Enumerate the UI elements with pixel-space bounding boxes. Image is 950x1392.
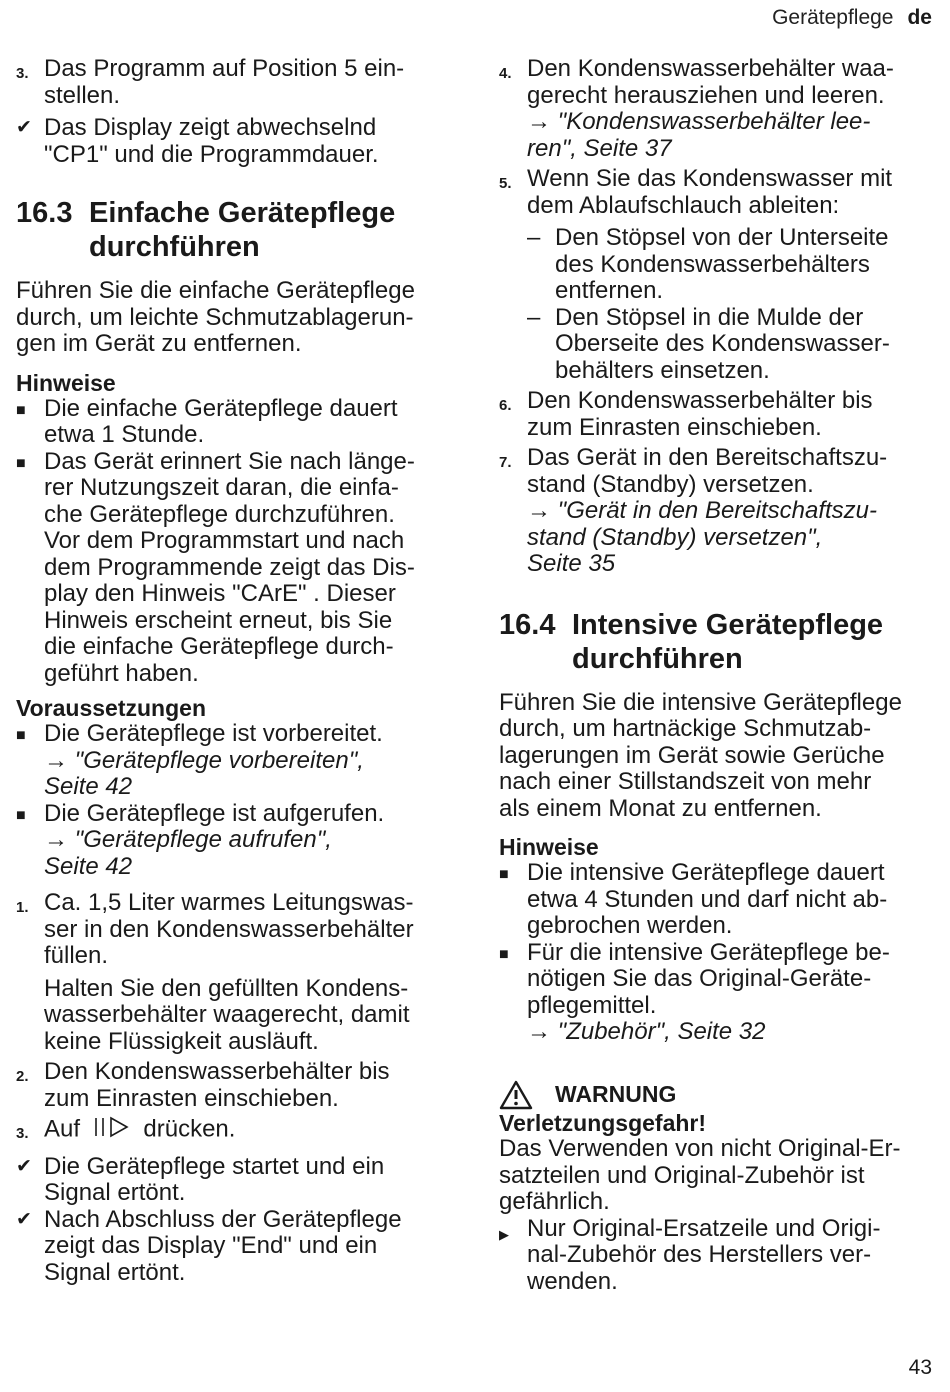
text-line: Halten Sie den gefüllten Kondens-: [44, 974, 409, 1002]
step-number: 1.: [16, 899, 29, 916]
bullet-item: [16, 801, 456, 881]
text-line: Hinweis erscheint erneut, bis Sie: [44, 606, 393, 634]
heading-line: Einfache Gerätepflege: [89, 197, 396, 229]
step-number: 7.: [499, 454, 512, 471]
text-line: entfernen.: [555, 277, 664, 304]
text-line: Die Gerätepflege ist vorbereitet.: [44, 720, 383, 747]
text-line: durch, um leichte Schmutzablagerun-: [16, 303, 414, 331]
text-line: gebrochen werden.: [527, 912, 733, 939]
text-line: füllen.: [44, 942, 109, 969]
right-column: [499, 56, 937, 1295]
text-line: rer Nutzungszeit daran, die einfa-: [44, 474, 399, 501]
step-number: 3.: [16, 65, 29, 82]
text-line: Die einfache Gerätepflege dauert: [44, 394, 398, 422]
text-line: Die intensive Gerätepflege dauert: [527, 859, 885, 886]
text-line: nach einer Stillstandszeit von mehr: [499, 768, 872, 795]
warning-title: WARNUNG: [555, 1081, 677, 1107]
step-7: [499, 445, 937, 578]
text-line: gefährlich.: [499, 1188, 610, 1215]
text-line: Das Gerät erinnert Sie nach länge-: [44, 447, 415, 475]
cross-reference-page[interactable]: ren", Seite 37: [527, 134, 672, 162]
cross-reference[interactable]: → "Gerätepflege vorbereiten",: [44, 746, 364, 774]
text-line: Die Gerätepflege startet und ein: [44, 1152, 385, 1180]
square-bullet-icon: ■: [16, 727, 26, 744]
text-line: keine Flüssigkeit ausläuft.: [44, 1027, 319, 1055]
warning-subtitle: Verletzungsgefahr!: [499, 1109, 707, 1136]
warning-triangle-icon: [499, 1080, 533, 1110]
step-number: 6.: [499, 397, 512, 414]
text-line: satzteilen und Original-Zubehör ist: [499, 1161, 865, 1189]
dash-bullet: –: [527, 303, 541, 331]
bullet-item: [16, 449, 456, 688]
text-line: lagerungen im Gerät sowie Gerüche: [499, 741, 885, 769]
step-number: 3.: [16, 1125, 29, 1142]
text-line: Nur Original-Ersatzeile und Origi-: [527, 1214, 881, 1242]
running-header: [772, 6, 932, 30]
dash-item: [527, 305, 937, 385]
text-line: Das Verwenden von nicht Original-Er-: [499, 1135, 901, 1162]
step-5: [499, 166, 937, 384]
square-bullet-icon: ■: [499, 945, 509, 963]
text-line: stand (Standby) versetzen.: [527, 470, 814, 498]
step-3b: 3. Auf drücken.: [16, 1116, 456, 1148]
cross-reference[interactable]: → "Kondenswasserbehälter lee-: [527, 108, 871, 135]
square-bullet-icon: ■: [499, 866, 509, 883]
section-heading-16-3: [16, 196, 456, 264]
text-line: etwa 4 Stunden und darf nicht ab-: [527, 885, 888, 913]
step-1: [16, 890, 456, 1055]
text-line: Die Gerätepflege ist aufgerufen.: [44, 799, 385, 827]
step-3: [16, 56, 456, 109]
arrow-right-icon: →: [527, 497, 558, 524]
text-line: Wenn Sie das Kondenswasser mit: [527, 165, 893, 192]
text-line: Vor dem Programmstart und nach: [44, 527, 405, 554]
text-line: Führen Sie die intensive Gerätepflege: [499, 688, 902, 716]
text-line: Den Kondenswasserbehälter bis: [527, 387, 873, 414]
cross-reference[interactable]: → "Gerät in den Bereitschaftszu-: [527, 497, 878, 524]
heading-line: durchführen: [89, 231, 260, 263]
triangle-bullet-icon: ▶: [499, 1226, 509, 1242]
text-line: nötigen Sie das Original-Geräte-: [527, 965, 872, 992]
section-heading-16-4: [499, 608, 937, 676]
text-line: etwa 1 Stunde.: [44, 421, 205, 448]
cross-reference-page[interactable]: Seite 35: [527, 550, 616, 577]
text-line: Für die intensive Gerätepflege be-: [527, 938, 890, 966]
text-line: nal-Zubehör des Herstellers ver-: [527, 1241, 872, 1268]
text-line: "CP1" und die Programmdauer.: [44, 140, 379, 168]
text-line: Den Stöpsel in die Mulde der: [555, 303, 864, 331]
text-line: durch, um hartnäckige Schmutzab-: [499, 715, 872, 742]
text-line: Signal ertönt.: [44, 1179, 186, 1206]
result-item: [16, 1154, 456, 1207]
text-line: Führen Sie die einfache Gerätepflege: [16, 277, 415, 304]
step-4: [499, 56, 937, 162]
text-line: behälters einsetzen.: [555, 356, 770, 384]
bullet-item: [499, 940, 937, 1046]
intro-paragraph: [16, 278, 456, 358]
cross-reference[interactable]: → "Zubehör", Seite 32: [527, 1018, 766, 1045]
start-pause-icon: [93, 1116, 131, 1145]
check-icon: ✔: [16, 1208, 32, 1230]
hinweise-heading: Hinweise: [499, 834, 599, 860]
intro-paragraph: [499, 690, 937, 823]
text-line: dem Ablaufschlauch ableiten:: [527, 191, 840, 219]
text-line: gerecht herausziehen und leeren.: [527, 81, 885, 109]
bullet-item: [499, 860, 937, 940]
text-line: Oberseite des Kondenswasser-: [555, 330, 890, 357]
result-item: [16, 1207, 456, 1287]
heading-line: durchführen: [572, 642, 743, 675]
text-line: Den Kondenswasserbehälter bis: [44, 1058, 390, 1085]
bullet-item: [16, 721, 456, 801]
text-line: play den Hinweis "CArE" . Dieser: [44, 580, 396, 607]
page-number: 43: [908, 1356, 932, 1379]
text-line: Signal ertönt.: [44, 1258, 186, 1286]
text-line: Den Kondenswasserbehälter waa-: [527, 55, 894, 82]
bullet-item: [16, 396, 456, 449]
cross-reference-line[interactable]: stand (Standby) versetzen",: [527, 523, 823, 551]
warning-action: [499, 1216, 937, 1296]
arrow-right-icon: →: [44, 746, 75, 774]
voraussetzungen-heading: Voraussetzungen: [16, 695, 206, 721]
left-column: [16, 56, 456, 1286]
cross-reference-page[interactable]: Seite 42: [44, 773, 133, 800]
text-line: die einfache Gerätepflege durch-: [44, 633, 394, 660]
header-section: Gerätepflege: [772, 6, 894, 29]
text-line: ser in den Kondenswasserbehälter: [44, 915, 414, 943]
text-line: wasserbehälter waagerecht, damit: [44, 1001, 410, 1028]
text-line: zum Einrasten einschieben.: [527, 413, 822, 441]
text-line: geführt haben.: [44, 659, 199, 687]
text-line: Das Programm auf Position 5 ein-: [44, 55, 405, 82]
text-line: wenden.: [527, 1267, 618, 1295]
heading-number: 16.3: [16, 197, 73, 229]
cross-reference-page[interactable]: Seite 42: [44, 852, 133, 880]
cross-reference[interactable]: → "Gerätepflege aufrufen",: [44, 826, 332, 853]
warning-text: [499, 1136, 937, 1216]
heading-line: Intensive Gerätepflege: [572, 608, 884, 641]
text-line: che Gerätepflege durchzuführen.: [44, 500, 395, 528]
text-line: als einem Monat zu entfernen.: [499, 794, 822, 822]
check-icon: ✔: [16, 1155, 32, 1177]
check-icon: ✔: [16, 117, 32, 138]
square-bullet-icon: ■: [16, 454, 26, 472]
arrow-right-icon: →: [527, 1018, 558, 1045]
text-line: Das Display zeigt abwechselnd: [44, 114, 377, 141]
step-6: [499, 388, 937, 441]
text-line: zeigt das Display "End" und ein: [44, 1232, 378, 1259]
step-2: [16, 1059, 456, 1112]
warning-heading: [499, 1080, 937, 1110]
step-number: 2.: [16, 1068, 29, 1085]
square-bullet-icon: ■: [16, 806, 26, 824]
text-line: pflegemittel.: [527, 991, 657, 1019]
heading-number: 16.4: [499, 608, 556, 641]
text-line: dem Programmende zeigt das Dis-: [44, 553, 415, 581]
text-line: Nach Abschluss der Gerätepflege: [44, 1205, 402, 1233]
text-line: zum Einrasten einschieben.: [44, 1084, 339, 1112]
text-line: des Kondenswasserbehälters: [555, 250, 870, 278]
text-line: Ca. 1,5 Liter warmes Leitungswas-: [44, 889, 414, 916]
text-line: Das Gerät in den Bereitschaftszu-: [527, 444, 888, 471]
arrow-right-icon: →: [44, 826, 75, 853]
step-number: 4.: [499, 65, 512, 82]
hinweise-heading: Hinweise: [16, 369, 116, 396]
arrow-right-icon: →: [527, 108, 558, 135]
square-bullet-icon: ■: [16, 401, 26, 419]
text-line: Den Stöpsel von der Unterseite: [555, 224, 889, 251]
dash-bullet: –: [527, 224, 541, 251]
dash-item: [527, 225, 937, 305]
result-item: [16, 115, 456, 168]
step-number: 5.: [499, 175, 512, 192]
text-line: gen im Gerät zu entfernen.: [16, 330, 302, 357]
text-line: stellen.: [44, 81, 121, 109]
header-language: de: [907, 6, 932, 29]
